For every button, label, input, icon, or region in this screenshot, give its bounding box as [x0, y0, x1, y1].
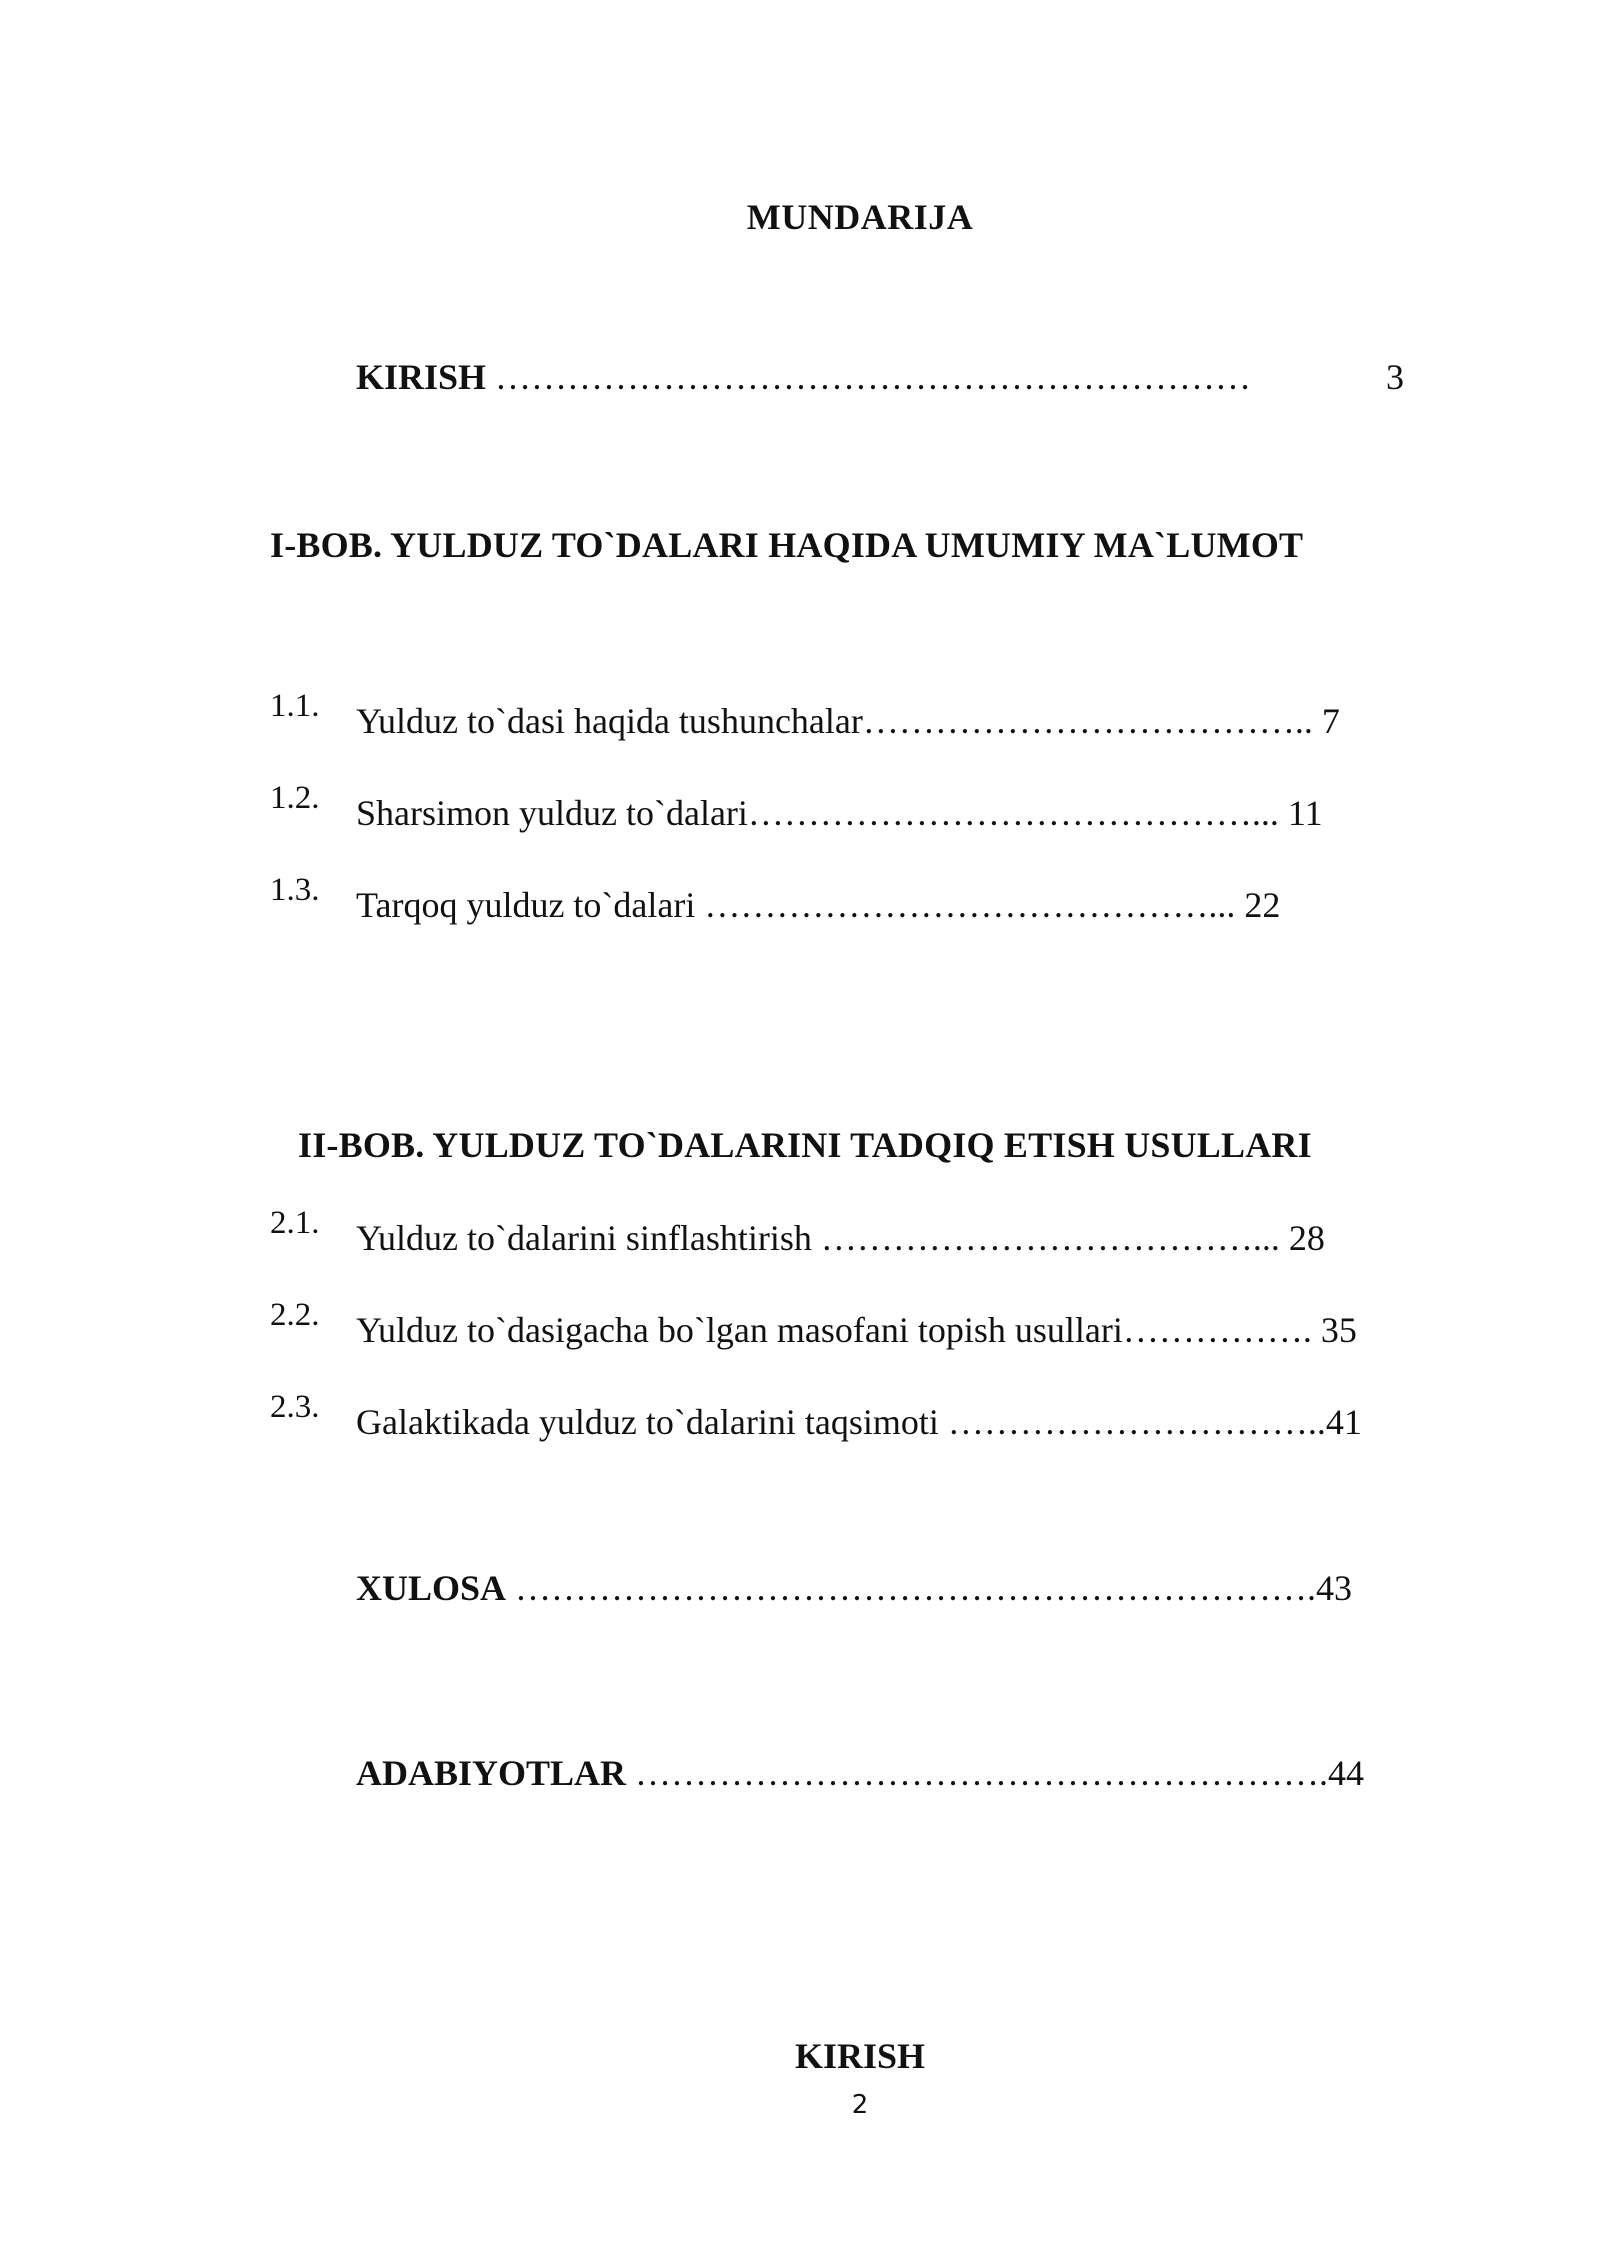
toc-entry-conclusion-leader: ………………………………………………………….43 [506, 1568, 1353, 1608]
chapter-1-heading: I-BOB. YULDUZ TO`DALARI HAQIDA UMUMIY MA`LUMOT [270, 525, 1304, 565]
toc-item-number: 2.2. [270, 1297, 320, 1333]
toc-entry-intro-label: KIRISH [356, 357, 487, 397]
next-section-heading: KIRISH [794, 2036, 926, 2076]
toc-item-number: 1.2. [270, 780, 320, 816]
toc-item: Tarqoq yulduz to`dalari ……………………………………... 22 [356, 885, 1281, 925]
toc-item-number: 1.3. [270, 872, 320, 908]
toc-item: Yulduz to`dalarini sinflashtirish ………………………………... 28 [356, 1218, 1325, 1258]
toc-item: Galaktikada yulduz to`dalarini taqsimoti …………………………..41 [356, 1402, 1362, 1442]
toc-item-number: 2.3. [270, 1389, 320, 1425]
toc-entry-intro-page: 3 [1386, 357, 1404, 397]
toc-title: MUNDARIJA [746, 197, 974, 237]
toc-entry-intro-leader: ……………………………………………………… [486, 357, 1252, 397]
toc-entry-references-label: ADABIYOTLAR [356, 1753, 627, 1793]
toc-item: Sharsimon yulduz to`dalari……………………………………... 11 [356, 793, 1323, 833]
toc-entry-conclusion-label: XULOSA [356, 1568, 507, 1608]
toc-entry-references [356, 1752, 1364, 1794]
toc-entry-conclusion [356, 1567, 1352, 1609]
toc-item-number: 2.1. [270, 1205, 320, 1241]
toc-item: Yulduz to`dasi haqida tushunchalar……………………………….. 7 [356, 701, 1340, 741]
toc-entry-intro [356, 356, 1251, 398]
page-number: 2 [851, 2090, 869, 2120]
chapter-2-heading: II-BOB. YULDUZ TO`DALARINI TADQIQ ETISH USULLARI [298, 1125, 1312, 1165]
toc-item: Yulduz to`dasigacha bo`lgan masofani topish usullari……………. 35 [356, 1310, 1357, 1350]
toc-item-number: 1.1. [270, 688, 320, 724]
toc-entry-references-leader: ………………………………………………….44 [626, 1753, 1365, 1793]
